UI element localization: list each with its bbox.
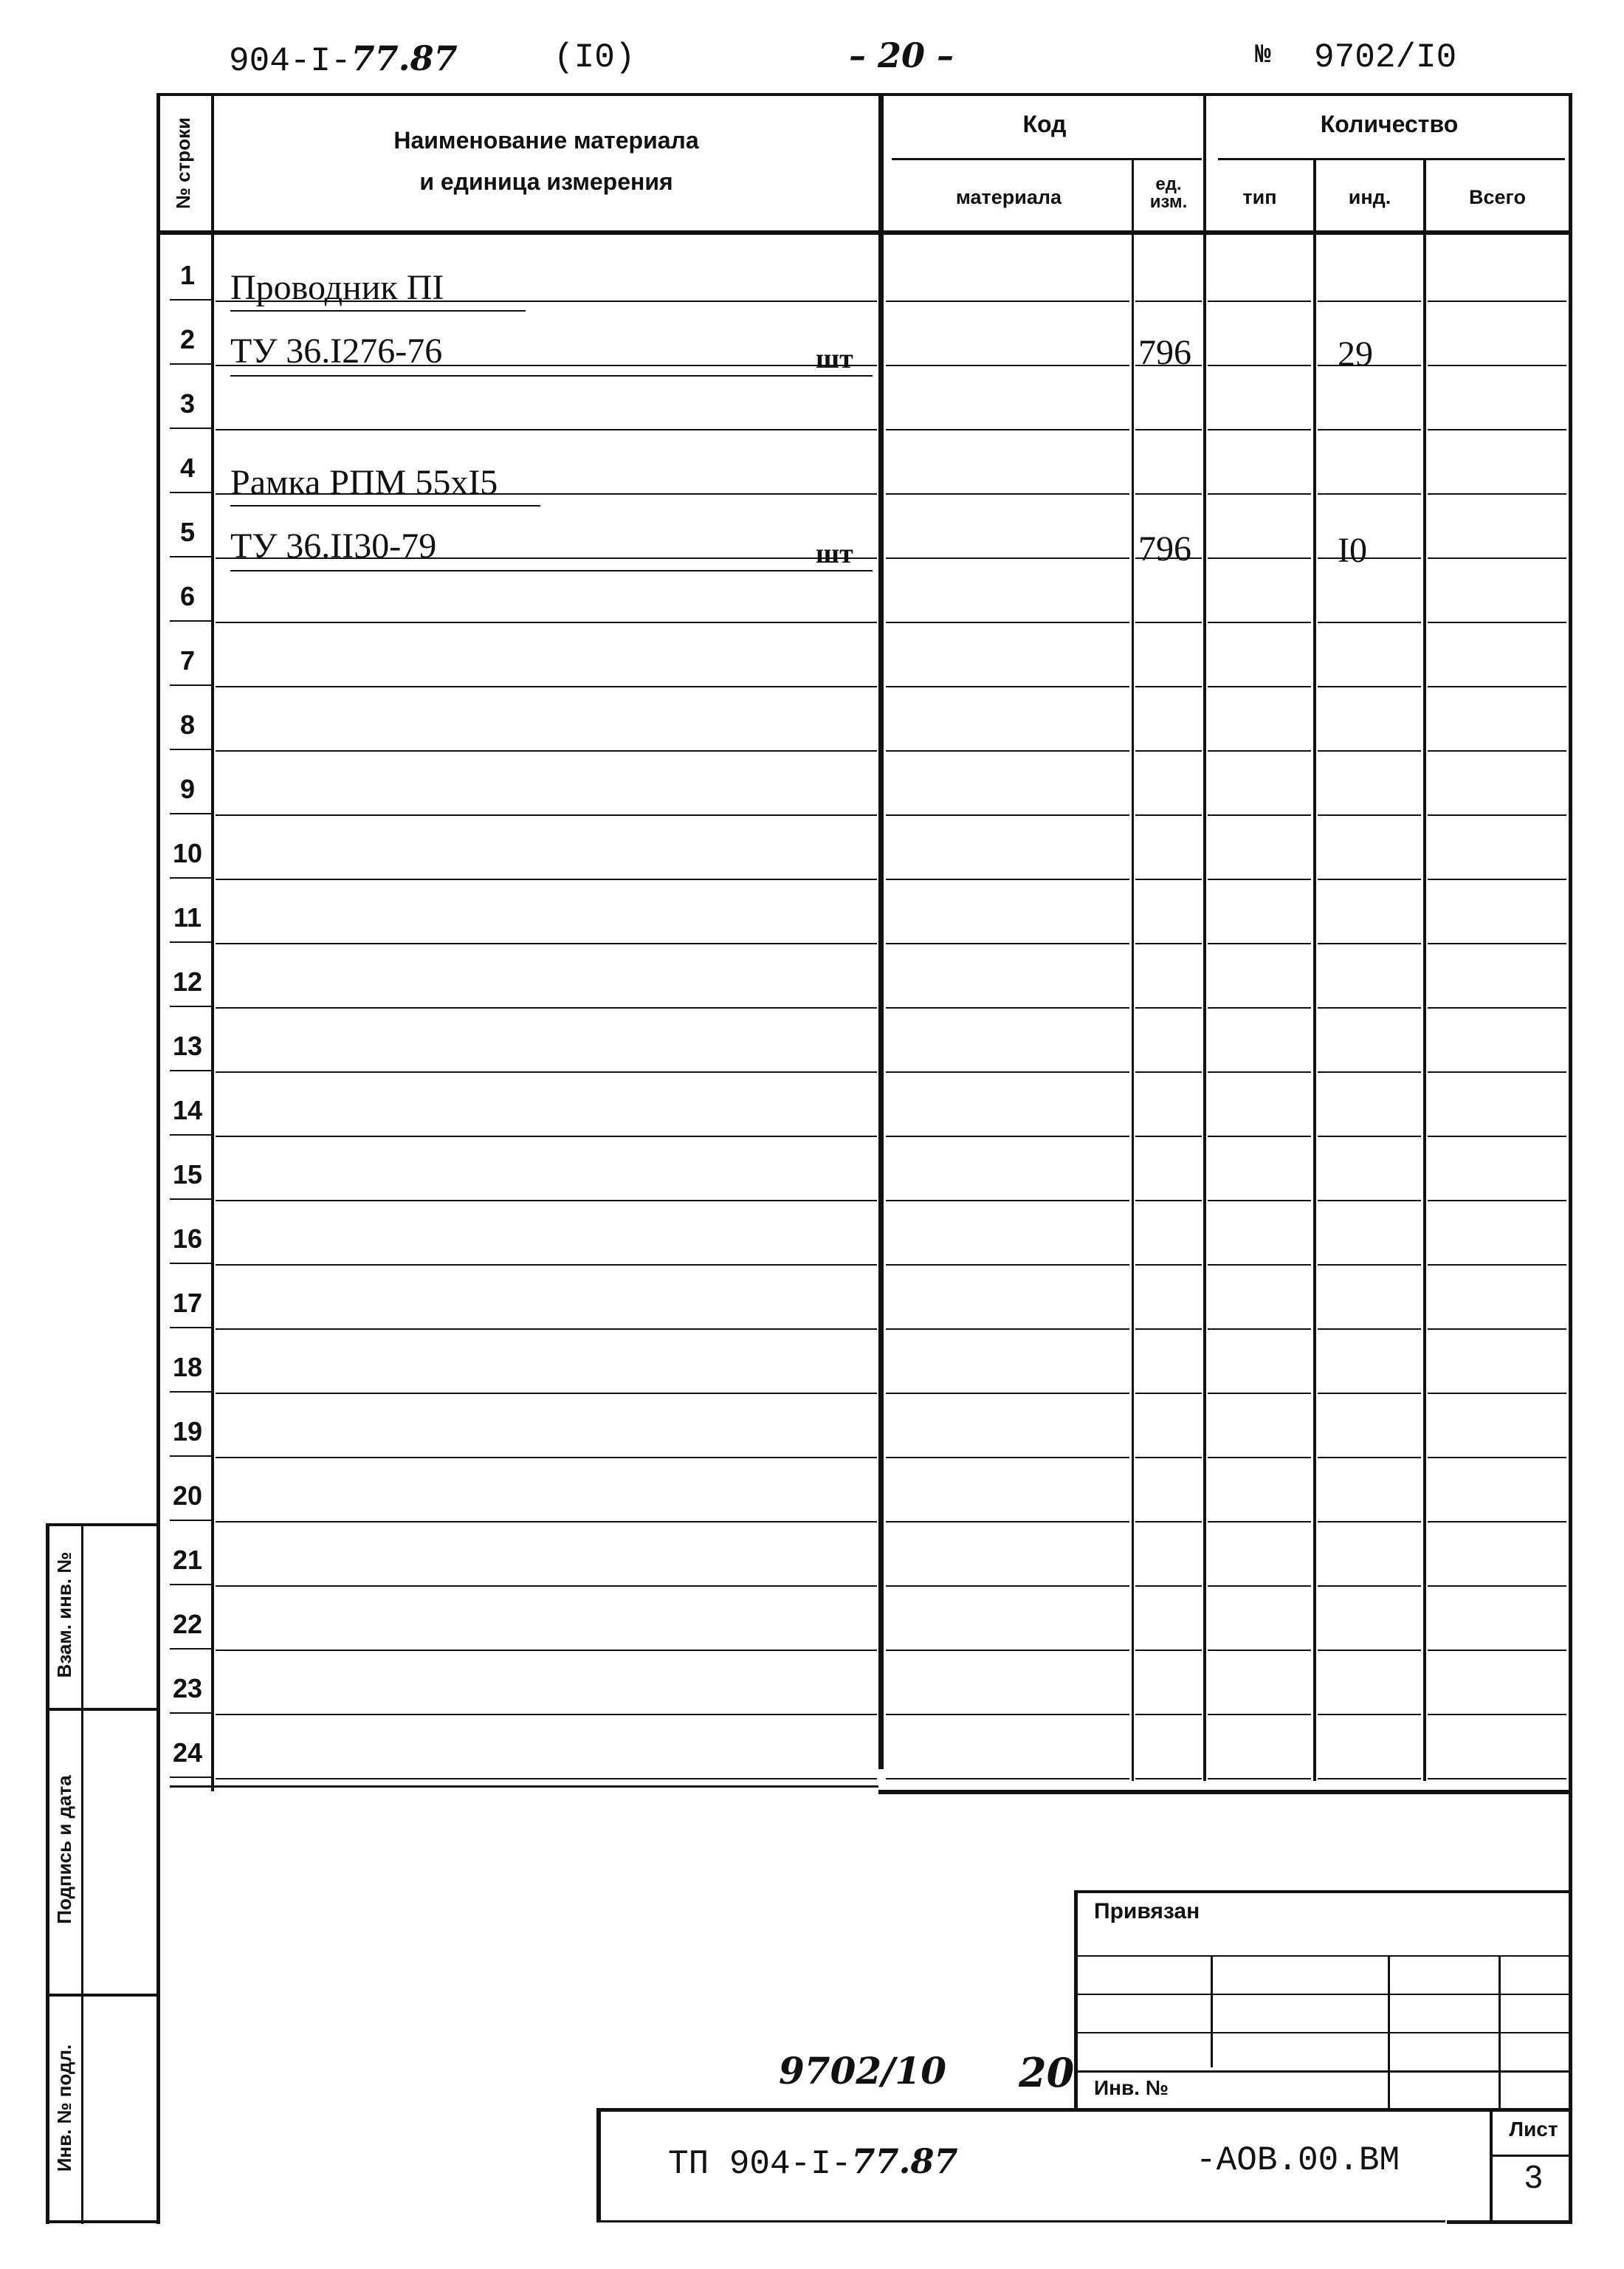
signature-date-label: Подпись и дата — [53, 1775, 75, 1924]
row-rule — [1318, 1521, 1421, 1523]
row-rule — [1428, 1328, 1566, 1330]
row-rule — [1428, 1714, 1566, 1715]
row-rule — [886, 814, 1129, 816]
row-rule — [1208, 429, 1311, 430]
doc-handwritten: 77.87 — [851, 2141, 958, 2181]
row-rule — [1208, 301, 1311, 302]
row-rule — [1318, 750, 1421, 752]
row-2-unit-code: 796 — [1138, 333, 1191, 372]
code-unit-header: ед. изм. — [1149, 174, 1188, 212]
row-rule — [1208, 1136, 1311, 1137]
row-rule — [1135, 1778, 1202, 1779]
row-4-underline — [230, 505, 540, 507]
qty-ind-header: инд. — [1348, 186, 1391, 208]
row-number: 20 — [172, 1480, 203, 1511]
row-number-rule — [170, 363, 211, 365]
row-rule — [886, 1585, 1129, 1587]
row-rule — [1318, 1136, 1421, 1137]
row-rule — [1208, 1393, 1311, 1394]
row-rule — [1208, 1007, 1311, 1009]
row-rule — [1428, 1650, 1566, 1651]
row-rule — [1428, 1521, 1566, 1523]
row-rule — [1208, 814, 1311, 816]
row-rule — [886, 750, 1129, 752]
row-number-rule — [170, 1134, 211, 1136]
row-number: 23 — [172, 1673, 203, 1703]
row-number-rule — [170, 1455, 211, 1457]
row-rule — [1428, 1136, 1566, 1137]
row-rule — [1208, 1714, 1311, 1715]
row-5-unit-code: 796 — [1138, 529, 1191, 569]
inv-number-label: Инв. № — [1094, 2076, 1169, 2099]
row-rule — [1208, 1200, 1311, 1201]
row-rule — [216, 879, 877, 880]
row-rule — [1428, 750, 1566, 752]
row-rule — [1208, 1457, 1311, 1458]
row-rule — [886, 686, 1129, 687]
row-rule — [216, 750, 877, 752]
row-number-rule — [170, 556, 211, 557]
row-rule — [1135, 814, 1202, 816]
row-rule — [1135, 1457, 1202, 1458]
row-rule — [1208, 1071, 1311, 1073]
row-rule — [1318, 686, 1421, 687]
row-rule — [216, 686, 877, 687]
row-rule — [216, 1136, 877, 1137]
row-rule — [1428, 1778, 1566, 1779]
row-rule — [1135, 1585, 1202, 1587]
row-number-rule — [170, 492, 211, 493]
row-rule — [1318, 943, 1421, 944]
row-rule — [1428, 429, 1566, 430]
row-rule — [1135, 301, 1202, 302]
row-5-unit: шт — [816, 538, 853, 569]
row-number: 6 — [179, 581, 196, 611]
row-2-unit: шт — [816, 343, 853, 374]
row-number: 8 — [179, 710, 196, 740]
row-rule — [1135, 429, 1202, 430]
row-rule — [216, 1714, 877, 1715]
row-number: 19 — [172, 1416, 203, 1446]
row-number: 2 — [179, 324, 196, 354]
row-rule — [1208, 1650, 1311, 1651]
document-suffix: -АОВ.00.ВМ — [1196, 2141, 1400, 2180]
row-number-rule — [170, 1584, 211, 1585]
row-rule — [1135, 1200, 1202, 1201]
row-rule — [1208, 622, 1311, 623]
row-number-rule — [170, 813, 211, 814]
row-rule — [1135, 1393, 1202, 1394]
row-number-rule — [170, 1648, 211, 1650]
row-rule — [1428, 493, 1566, 495]
page-number: – 20 – — [849, 35, 954, 75]
row-rule — [1318, 1071, 1421, 1073]
row-rule — [1428, 1071, 1566, 1073]
qty-type-header: тип — [1242, 186, 1277, 208]
row-rule — [1318, 1007, 1421, 1009]
row-rule — [886, 1521, 1129, 1523]
row-rule — [1208, 1585, 1311, 1587]
row-rule — [886, 1071, 1129, 1073]
row-number-rule — [170, 1006, 211, 1007]
row-number-rule — [170, 1327, 211, 1328]
row-rule — [216, 1007, 877, 1009]
row-rule — [1318, 1457, 1421, 1458]
row-rule — [886, 622, 1129, 623]
row-rule — [1428, 622, 1566, 623]
row-4-name: Рамка РПМ 55хI5 — [230, 463, 498, 502]
project-code — [229, 38, 458, 80]
row-rule — [1318, 1200, 1421, 1201]
row-number-rule — [170, 1712, 211, 1714]
row-number-header: № строки — [172, 117, 194, 210]
row-number: 3 — [179, 388, 196, 419]
row-rule — [886, 1264, 1129, 1266]
row-number-rule — [170, 299, 211, 301]
project-suffix-handwritten: 77.87 — [351, 38, 458, 78]
row-number-rule — [170, 877, 211, 879]
row-5-ind: I0 — [1338, 531, 1367, 570]
bound-label: Привязан — [1094, 1899, 1200, 1923]
row-rule — [1318, 1778, 1421, 1779]
row-1-name: Проводник ПI — [230, 268, 444, 307]
row-number: 14 — [172, 1095, 203, 1125]
row-5-underline — [230, 570, 873, 571]
row-number: 17 — [172, 1288, 203, 1318]
row-rule — [1428, 365, 1566, 366]
row-rule — [216, 1778, 877, 1779]
row-rule — [216, 1650, 877, 1651]
row-rule — [216, 1328, 877, 1330]
row-number: 18 — [172, 1352, 203, 1382]
original-inv-label: Инв. № подл. — [53, 2044, 75, 2172]
row-rule — [886, 493, 1129, 495]
row-rule — [216, 943, 877, 944]
row-rule — [1428, 1200, 1566, 1201]
row-number: 9 — [179, 774, 196, 804]
row-rule — [886, 365, 1129, 366]
row-number-rule — [170, 1198, 211, 1200]
row-rule — [1208, 557, 1311, 559]
row-rule — [1208, 493, 1311, 495]
row-rule — [1135, 1714, 1202, 1715]
name-header-line2: и единица измерения — [419, 168, 673, 195]
row-rule — [1208, 879, 1311, 880]
row-rule — [216, 1264, 877, 1266]
document-code — [668, 2141, 958, 2183]
row-rule — [1208, 686, 1311, 687]
row-number-rule — [170, 620, 211, 622]
row-rule — [1318, 1714, 1421, 1715]
row-rule — [1428, 1585, 1566, 1587]
row-rule — [1318, 557, 1421, 559]
row-number-rule — [170, 941, 211, 943]
row-2-name: ТУ 36.I276-76 — [230, 332, 443, 371]
row-rule — [1428, 686, 1566, 687]
handwritten-page-number: 20 — [1019, 2049, 1075, 2096]
row-rule — [1318, 1585, 1421, 1587]
row-number: 22 — [172, 1609, 203, 1639]
row-rule — [1428, 301, 1566, 302]
row-rule — [1318, 622, 1421, 623]
row-rule — [216, 1393, 877, 1394]
row-number: 11 — [173, 902, 202, 933]
row-rule — [886, 301, 1129, 302]
row-rule — [886, 1200, 1129, 1201]
code-material-header: материала — [955, 186, 1062, 208]
project-prefix: 904-I- — [229, 42, 351, 80]
row-rule — [1318, 814, 1421, 816]
handwritten-order-number: 9702/10 — [779, 2049, 947, 2093]
row-rule — [216, 1200, 877, 1201]
row-rule — [1208, 750, 1311, 752]
row-rule — [1135, 750, 1202, 752]
row-rule — [1428, 814, 1566, 816]
order-number-label: № — [1255, 40, 1271, 70]
row-rule — [216, 1071, 877, 1073]
row-number: 7 — [179, 645, 196, 676]
row-rule — [1135, 1071, 1202, 1073]
row-rule — [1135, 622, 1202, 623]
row-rule — [1135, 686, 1202, 687]
quantity-header: Количество — [1320, 111, 1459, 137]
row-rule — [886, 1650, 1129, 1651]
row-rule — [1318, 493, 1421, 495]
row-rule — [216, 814, 877, 816]
row-rule — [216, 1585, 877, 1587]
row-rule — [216, 622, 877, 623]
row-number-rule — [170, 1070, 211, 1071]
sheet-number: 3 — [1524, 2159, 1543, 2195]
row-rule — [886, 1393, 1129, 1394]
row-number-rule — [170, 1520, 211, 1521]
row-number-rule — [170, 1777, 211, 1778]
row-rule — [886, 1136, 1129, 1137]
replacement-inv-label: Взам. инв. № — [53, 1551, 75, 1678]
row-rule — [1208, 1264, 1311, 1266]
row-number: 15 — [172, 1159, 203, 1190]
row-rule — [1318, 1328, 1421, 1330]
row-rule — [1208, 943, 1311, 944]
row-rule — [886, 1328, 1129, 1330]
row-rule — [1135, 879, 1202, 880]
row-rule — [1428, 1457, 1566, 1458]
row-rule — [886, 943, 1129, 944]
row-rule — [216, 1521, 877, 1523]
row-number: 24 — [172, 1737, 203, 1768]
row-number: 21 — [172, 1545, 203, 1575]
row-rule — [1135, 1328, 1202, 1330]
row-rule — [1208, 1521, 1311, 1523]
row-rule — [1208, 1328, 1311, 1330]
row-1-underline — [230, 310, 526, 312]
row-5-name: ТУ 36.II30-79 — [230, 526, 437, 566]
row-rule — [886, 1007, 1129, 1009]
row-number: 16 — [172, 1223, 203, 1254]
row-2-ind: 29 — [1338, 334, 1373, 374]
row-rule — [886, 879, 1129, 880]
row-rule — [1135, 493, 1202, 495]
order-number: 9702/I0 — [1314, 38, 1457, 77]
sheet-label: Лист — [1509, 2118, 1558, 2141]
row-number-rule — [170, 684, 211, 686]
row-rule — [1135, 1650, 1202, 1651]
row-number-rule — [170, 749, 211, 750]
row-rule — [1428, 557, 1566, 559]
row-rule — [886, 1457, 1129, 1458]
row-rule — [1318, 879, 1421, 880]
qty-total-header: Всего — [1469, 186, 1526, 208]
row-rule — [1208, 1778, 1311, 1779]
row-number: 4 — [179, 453, 196, 483]
row-rule — [1318, 1264, 1421, 1266]
row-number-rule — [170, 428, 211, 429]
row-rule — [1428, 943, 1566, 944]
doc-prefix: ТП 904-I- — [668, 2145, 852, 2183]
row-number: 1 — [179, 260, 196, 290]
row-2-underline — [230, 375, 873, 377]
row-rule — [1318, 1650, 1421, 1651]
name-header-line1: Наименование материала — [393, 127, 699, 154]
row-rule — [1135, 1521, 1202, 1523]
row-rule — [886, 557, 1129, 559]
row-rule — [1318, 301, 1421, 302]
row-rule — [216, 1457, 877, 1458]
row-rule — [1135, 1264, 1202, 1266]
row-number: 13 — [172, 1031, 203, 1061]
row-rule — [1135, 943, 1202, 944]
row-number: 5 — [179, 517, 196, 547]
row-rule — [886, 429, 1129, 430]
row-rule — [1428, 879, 1566, 880]
row-rule — [1135, 1136, 1202, 1137]
row-number: 10 — [172, 838, 203, 868]
row-number-rule — [170, 1263, 211, 1264]
row-rule — [886, 1778, 1129, 1779]
row-rule — [886, 1714, 1129, 1715]
row-rule — [216, 429, 877, 430]
row-number-rule — [170, 1391, 211, 1393]
row-rule — [1318, 1393, 1421, 1394]
row-rule — [1208, 365, 1311, 366]
row-rule — [1428, 1264, 1566, 1266]
row-rule — [1318, 429, 1421, 430]
row-rule — [1428, 1007, 1566, 1009]
code-header: Код — [1022, 111, 1067, 137]
row-rule — [1135, 1007, 1202, 1009]
issue-number: (I0) — [554, 38, 636, 77]
row-number: 12 — [172, 967, 203, 997]
row-rule — [1428, 1393, 1566, 1394]
